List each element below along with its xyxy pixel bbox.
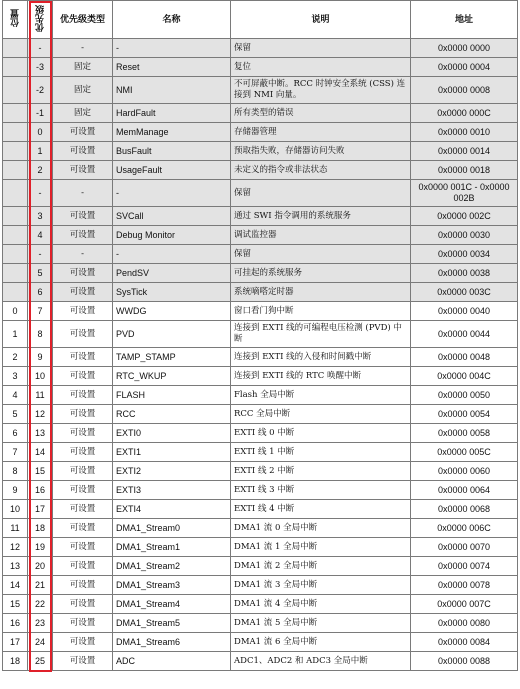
address-cell: 0x0000 0060 — [411, 462, 518, 481]
description-cell: 连接到 EXTI 线的可编程电压检测 (PVD) 中断 — [231, 321, 411, 348]
position-cell — [3, 226, 28, 245]
description-cell: 存储器管理 — [231, 123, 411, 142]
table-row — [3, 180, 518, 207]
table-row — [3, 142, 518, 161]
description-cell: DMA1 流 5 全局中断 — [231, 614, 411, 633]
address-cell: 0x0000 0034 — [411, 245, 518, 264]
priority-type-cell: 固定 — [53, 58, 113, 77]
name-cell: DMA1_Stream2 — [113, 557, 231, 576]
table-row — [3, 39, 518, 58]
name-cell: PendSV — [113, 264, 231, 283]
table-row — [3, 538, 518, 557]
position-cell — [3, 123, 28, 142]
address-cell: 0x0000 0004 — [411, 58, 518, 77]
name-cell: Reset — [113, 58, 231, 77]
position-cell: 13 — [3, 557, 28, 576]
address-cell: 0x0000 0078 — [411, 576, 518, 595]
name-cell: DMA1_Stream0 — [113, 519, 231, 538]
name-cell: EXTI1 — [113, 443, 231, 462]
position-cell: 5 — [3, 405, 28, 424]
name-cell: EXTI0 — [113, 424, 231, 443]
address-cell: 0x0000 0068 — [411, 500, 518, 519]
priority-cell: 17 — [28, 500, 53, 519]
position-cell: 8 — [3, 462, 28, 481]
priority-type-cell: 可设置 — [53, 576, 113, 595]
position-cell: 10 — [3, 500, 28, 519]
position-cell: 0 — [3, 302, 28, 321]
name-cell: PVD — [113, 321, 231, 348]
position-cell — [3, 283, 28, 302]
description-cell: ADC1、ADC2 和 ADC3 全局中断 — [231, 652, 411, 671]
position-cell — [3, 104, 28, 123]
table-row — [3, 245, 518, 264]
address-cell: 0x0000 0080 — [411, 614, 518, 633]
table-row — [3, 557, 518, 576]
header-priority: 优先级 — [28, 1, 53, 39]
priority-cell: 4 — [28, 226, 53, 245]
position-cell — [3, 245, 28, 264]
position-cell — [3, 180, 28, 207]
priority-cell: 16 — [28, 481, 53, 500]
priority-cell: 5 — [28, 264, 53, 283]
table-row — [3, 481, 518, 500]
priority-cell: 19 — [28, 538, 53, 557]
position-cell: 7 — [3, 443, 28, 462]
table-row — [3, 321, 518, 348]
priority-type-cell: 可设置 — [53, 424, 113, 443]
position-cell: 1 — [3, 321, 28, 348]
position-cell: 6 — [3, 424, 28, 443]
priority-type-cell: 可设置 — [53, 207, 113, 226]
description-cell: 连接到 EXTI 线的入侵和时间戳中断 — [231, 348, 411, 367]
name-cell: EXTI3 — [113, 481, 231, 500]
table-row — [3, 462, 518, 481]
position-cell: 18 — [3, 652, 28, 671]
name-cell: DMA1_Stream5 — [113, 614, 231, 633]
position-cell: 17 — [3, 633, 28, 652]
name-cell: SVCall — [113, 207, 231, 226]
table-row — [3, 161, 518, 180]
priority-cell: 13 — [28, 424, 53, 443]
description-cell: 连接到 EXTI 线的 RTC 唤醒中断 — [231, 367, 411, 386]
priority-type-cell: 可设置 — [53, 302, 113, 321]
name-cell: DMA1_Stream3 — [113, 576, 231, 595]
position-cell: 12 — [3, 538, 28, 557]
description-cell: DMA1 流 4 全局中断 — [231, 595, 411, 614]
priority-cell: 9 — [28, 348, 53, 367]
name-cell: DMA1_Stream6 — [113, 633, 231, 652]
priority-cell: 7 — [28, 302, 53, 321]
description-cell: 系统嘀嗒定时器 — [231, 283, 411, 302]
address-cell: 0x0000 0030 — [411, 226, 518, 245]
address-cell: 0x0000 0018 — [411, 161, 518, 180]
table-row — [3, 348, 518, 367]
description-cell: 保留 — [231, 39, 411, 58]
priority-type-cell: 可设置 — [53, 386, 113, 405]
description-cell: EXTI 线 2 中断 — [231, 462, 411, 481]
name-cell: - — [113, 180, 231, 207]
table-row — [3, 519, 518, 538]
priority-type-cell: 可设置 — [53, 123, 113, 142]
header-address: 地址 — [411, 1, 518, 39]
header-position: 位置 — [3, 1, 28, 39]
name-cell: FLASH — [113, 386, 231, 405]
priority-cell: 11 — [28, 386, 53, 405]
address-cell: 0x0000 0040 — [411, 302, 518, 321]
position-cell: 15 — [3, 595, 28, 614]
table-row — [3, 264, 518, 283]
priority-type-cell: 可设置 — [53, 264, 113, 283]
position-cell — [3, 142, 28, 161]
priority-type-cell: 可设置 — [53, 283, 113, 302]
address-cell: 0x0000 0064 — [411, 481, 518, 500]
address-cell: 0x0000 0038 — [411, 264, 518, 283]
table-row — [3, 595, 518, 614]
name-cell: TAMP_STAMP — [113, 348, 231, 367]
description-cell: 复位 — [231, 58, 411, 77]
name-cell: SysTick — [113, 283, 231, 302]
name-cell: MemManage — [113, 123, 231, 142]
table-row — [3, 652, 518, 671]
position-cell — [3, 39, 28, 58]
description-cell: 调试监控器 — [231, 226, 411, 245]
description-cell: RCC 全局中断 — [231, 405, 411, 424]
priority-type-cell: 可设置 — [53, 367, 113, 386]
position-cell: 3 — [3, 367, 28, 386]
description-cell: 所有类型的错误 — [231, 104, 411, 123]
address-cell: 0x0000 004C — [411, 367, 518, 386]
priority-cell: - — [28, 39, 53, 58]
name-cell: - — [113, 39, 231, 58]
priority-type-cell: - — [53, 39, 113, 58]
address-cell: 0x0000 0050 — [411, 386, 518, 405]
priority-type-cell: 可设置 — [53, 226, 113, 245]
priority-cell: 12 — [28, 405, 53, 424]
table-row — [3, 405, 518, 424]
priority-cell: -2 — [28, 77, 53, 104]
priority-type-cell: 可设置 — [53, 161, 113, 180]
priority-type-cell: 可设置 — [53, 481, 113, 500]
priority-cell: 0 — [28, 123, 53, 142]
priority-cell: -3 — [28, 58, 53, 77]
description-cell: Flash 全局中断 — [231, 386, 411, 405]
priority-type-cell: 可设置 — [53, 348, 113, 367]
priority-type-cell: - — [53, 245, 113, 264]
address-cell: 0x0000 0014 — [411, 142, 518, 161]
table-row — [3, 302, 518, 321]
address-cell: 0x0000 0070 — [411, 538, 518, 557]
priority-type-cell: 可设置 — [53, 652, 113, 671]
address-cell: 0x0000 001C - 0x0000 002B — [411, 180, 518, 207]
description-cell: DMA1 流 0 全局中断 — [231, 519, 411, 538]
priority-cell: - — [28, 180, 53, 207]
table-row — [3, 367, 518, 386]
priority-type-cell: 可设置 — [53, 443, 113, 462]
address-cell: 0x0000 003C — [411, 283, 518, 302]
table-row — [3, 443, 518, 462]
priority-type-cell: 可设置 — [53, 500, 113, 519]
description-cell: EXTI 线 1 中断 — [231, 443, 411, 462]
table-row — [3, 283, 518, 302]
table-row — [3, 424, 518, 443]
priority-type-cell: 可设置 — [53, 614, 113, 633]
name-cell: RTC_WKUP — [113, 367, 231, 386]
table-row — [3, 123, 518, 142]
table-row — [3, 633, 518, 652]
name-cell: EXTI4 — [113, 500, 231, 519]
table-row — [3, 386, 518, 405]
priority-type-cell: 可设置 — [53, 462, 113, 481]
priority-cell: 3 — [28, 207, 53, 226]
address-cell: 0x0000 006C — [411, 519, 518, 538]
address-cell: 0x0000 0088 — [411, 652, 518, 671]
name-cell: HardFault — [113, 104, 231, 123]
description-cell: 通过 SWI 指令调用的系统服务 — [231, 207, 411, 226]
priority-cell: - — [28, 245, 53, 264]
priority-type-cell: - — [53, 180, 113, 207]
priority-cell: 6 — [28, 283, 53, 302]
priority-cell: 22 — [28, 595, 53, 614]
priority-type-cell: 可设置 — [53, 142, 113, 161]
table-row — [3, 614, 518, 633]
description-cell: EXTI 线 0 中断 — [231, 424, 411, 443]
priority-cell: 24 — [28, 633, 53, 652]
description-cell: 不可屏蔽中断。RCC 时钟安全系统 (CSS) 连接到 NMI 向量。 — [231, 77, 411, 104]
description-cell: 保留 — [231, 180, 411, 207]
address-cell: 0x0000 0000 — [411, 39, 518, 58]
priority-type-cell: 固定 — [53, 77, 113, 104]
vector-table — [2, 0, 518, 671]
name-cell: EXTI2 — [113, 462, 231, 481]
address-cell: 0x0000 0084 — [411, 633, 518, 652]
table-row — [3, 207, 518, 226]
priority-cell: 21 — [28, 576, 53, 595]
position-cell: 9 — [3, 481, 28, 500]
position-cell: 14 — [3, 576, 28, 595]
address-cell: 0x0000 0058 — [411, 424, 518, 443]
address-cell: 0x0000 007C — [411, 595, 518, 614]
position-cell: 4 — [3, 386, 28, 405]
priority-cell: 20 — [28, 557, 53, 576]
priority-cell: 10 — [28, 367, 53, 386]
priority-cell: 8 — [28, 321, 53, 348]
address-cell: 0x0000 0010 — [411, 123, 518, 142]
priority-type-cell: 可设置 — [53, 595, 113, 614]
address-cell: 0x0000 000C — [411, 104, 518, 123]
priority-type-cell: 固定 — [53, 104, 113, 123]
name-cell: - — [113, 245, 231, 264]
priority-cell: 14 — [28, 443, 53, 462]
address-cell: 0x0000 0074 — [411, 557, 518, 576]
name-cell: UsageFault — [113, 161, 231, 180]
name-cell: RCC — [113, 405, 231, 424]
priority-type-cell: 可设置 — [53, 557, 113, 576]
address-cell: 0x0000 0048 — [411, 348, 518, 367]
position-cell — [3, 264, 28, 283]
table-row — [3, 576, 518, 595]
header-priority-type: 优先级类型 — [53, 1, 113, 39]
table-row — [3, 104, 518, 123]
address-cell: 0x0000 005C — [411, 443, 518, 462]
description-cell: 窗口看门狗中断 — [231, 302, 411, 321]
table-row — [3, 77, 518, 104]
header-name: 名称 — [113, 1, 231, 39]
header-description: 说明 — [231, 1, 411, 39]
name-cell: NMI — [113, 77, 231, 104]
name-cell: BusFault — [113, 142, 231, 161]
address-cell: 0x0000 0054 — [411, 405, 518, 424]
priority-cell: 25 — [28, 652, 53, 671]
position-cell: 2 — [3, 348, 28, 367]
priority-type-cell: 可设置 — [53, 405, 113, 424]
table-row — [3, 500, 518, 519]
position-cell: 16 — [3, 614, 28, 633]
position-cell — [3, 207, 28, 226]
position-cell: 11 — [3, 519, 28, 538]
description-cell: 预取指失败，存储器访问失败 — [231, 142, 411, 161]
name-cell: DMA1_Stream4 — [113, 595, 231, 614]
priority-cell: -1 — [28, 104, 53, 123]
position-cell — [3, 58, 28, 77]
description-cell: EXTI 线 3 中断 — [231, 481, 411, 500]
name-cell: ADC — [113, 652, 231, 671]
name-cell: Debug Monitor — [113, 226, 231, 245]
priority-type-cell: 可设置 — [53, 519, 113, 538]
description-cell: DMA1 流 6 全局中断 — [231, 633, 411, 652]
address-cell: 0x0000 002C — [411, 207, 518, 226]
table-row — [3, 226, 518, 245]
description-cell: DMA1 流 3 全局中断 — [231, 576, 411, 595]
name-cell: WWDG — [113, 302, 231, 321]
priority-type-cell: 可设置 — [53, 321, 113, 348]
name-cell: DMA1_Stream1 — [113, 538, 231, 557]
address-cell: 0x0000 0008 — [411, 77, 518, 104]
description-cell: 可挂起的系统服务 — [231, 264, 411, 283]
priority-cell: 2 — [28, 161, 53, 180]
priority-type-cell: 可设置 — [53, 633, 113, 652]
vector-table-container — [2, 0, 517, 689]
description-cell: EXTI 线 4 中断 — [231, 500, 411, 519]
priority-cell: 1 — [28, 142, 53, 161]
priority-cell: 23 — [28, 614, 53, 633]
priority-type-cell: 可设置 — [53, 538, 113, 557]
position-cell — [3, 161, 28, 180]
priority-cell: 15 — [28, 462, 53, 481]
description-cell: DMA1 流 2 全局中断 — [231, 557, 411, 576]
description-cell: DMA1 流 1 全局中断 — [231, 538, 411, 557]
position-cell — [3, 77, 28, 104]
address-cell: 0x0000 0044 — [411, 321, 518, 348]
priority-cell: 18 — [28, 519, 53, 538]
header-row — [3, 1, 518, 39]
description-cell: 保留 — [231, 245, 411, 264]
table-row — [3, 58, 518, 77]
description-cell: 未定义的指令或非法状态 — [231, 161, 411, 180]
